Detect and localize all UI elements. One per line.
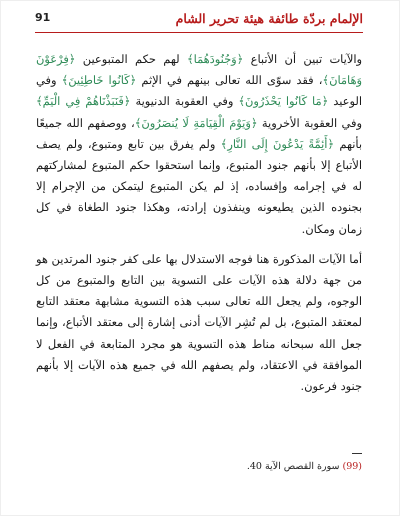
text-run: وفي العقوبة الأخروية — [257, 115, 363, 130]
text-run: ولم يفرق بين تابع ومتبوع، ولم يصف الأتباع إلا بأنهم جنود المتبوع، وإنما استحقوا حكم المتبوع لمشاركتهم له في إجرامه وإفساده، إذ لم يكن المتبوع ليتمكن من الإجرام إلا بجنوده الذين يطيعونه وينفذون إرادته، وهكذا جنود الطغاة في كل زمان ومكان. — [36, 136, 362, 236]
quran-quote: ﴿مَا كَانُوا يَحْذَرُونَ﴾ — [238, 94, 329, 109]
page-header — [35, 6, 363, 33]
text-run: لهم حكم المتبوعين — [75, 52, 187, 66]
quran-quote: ﴿فِرْعَوْنَ وَهَامَانَ﴾ — [36, 52, 362, 88]
quran-quote: ﴿وَيَوْمَ الْقِيَامَةِ لَا يُنصَرُونَ﴾ — [134, 115, 258, 130]
quran-quote: ﴿أَئِمَّةً يَدْعُونَ إِلَى النَّارِ﴾ — [220, 136, 335, 151]
quran-quote: ﴿وَجُنُودَهُمَا﴾ — [186, 52, 244, 66]
footnote — [40, 461, 362, 472]
text-run: ، ووصفهم الله جميعًا بأنهم — [36, 115, 363, 151]
text-run: وفي الوعيد — [36, 73, 362, 109]
text-run: أما الآيات المذكورة هنا فوجه الاستدلال بها على كفر جنود المرتدين هو من جهة دلالة هذه الآيات على التسوية بين التابع والمتبوع من كل الوجوه، ولم يجعل الله تعالى سبب هذه التسوية مشابهة معتقد التابع لمعتقد المتبوع، بل لم تُشِر الآيات أدنى إشارة إلى معتقد الأتباع، وإنما جعل الله سبحانه مناط هذه التسوية هو مجرد المتابعة في الفعل لا الموافقة في الاعتقاد، ولم يصفهم الله في جميع هذه الآيات إلا بأنهم جنود فرعون. — [36, 251, 362, 394]
text-run: وفي العقوبة الدنيوية — [130, 94, 239, 109]
paragraph-1 — [36, 49, 362, 240]
page-number: 91 — [35, 11, 51, 24]
text-run: والآيات تبين أن الأتباع — [243, 52, 362, 66]
footnote-number: (99) — [342, 461, 362, 472]
text-run: ، فقد سوّى الله تعالى بينهم في الإثم — [136, 73, 323, 88]
quran-quote: ﴿كَانُوا خَاطِئِينَ﴾ — [61, 73, 137, 88]
quran-quote: ﴿فَنَبَذْنَاهُمْ فِي الْيَمِّ﴾ — [36, 94, 131, 109]
footnote-separator — [352, 453, 362, 454]
main-text — [36, 49, 362, 397]
footnote-text: سورة القصص الآية 40. — [246, 461, 343, 472]
running-title: الإلمام بردّة طائفة هيئة تحرير الشام — [175, 11, 363, 26]
paragraph-2 — [36, 249, 362, 397]
